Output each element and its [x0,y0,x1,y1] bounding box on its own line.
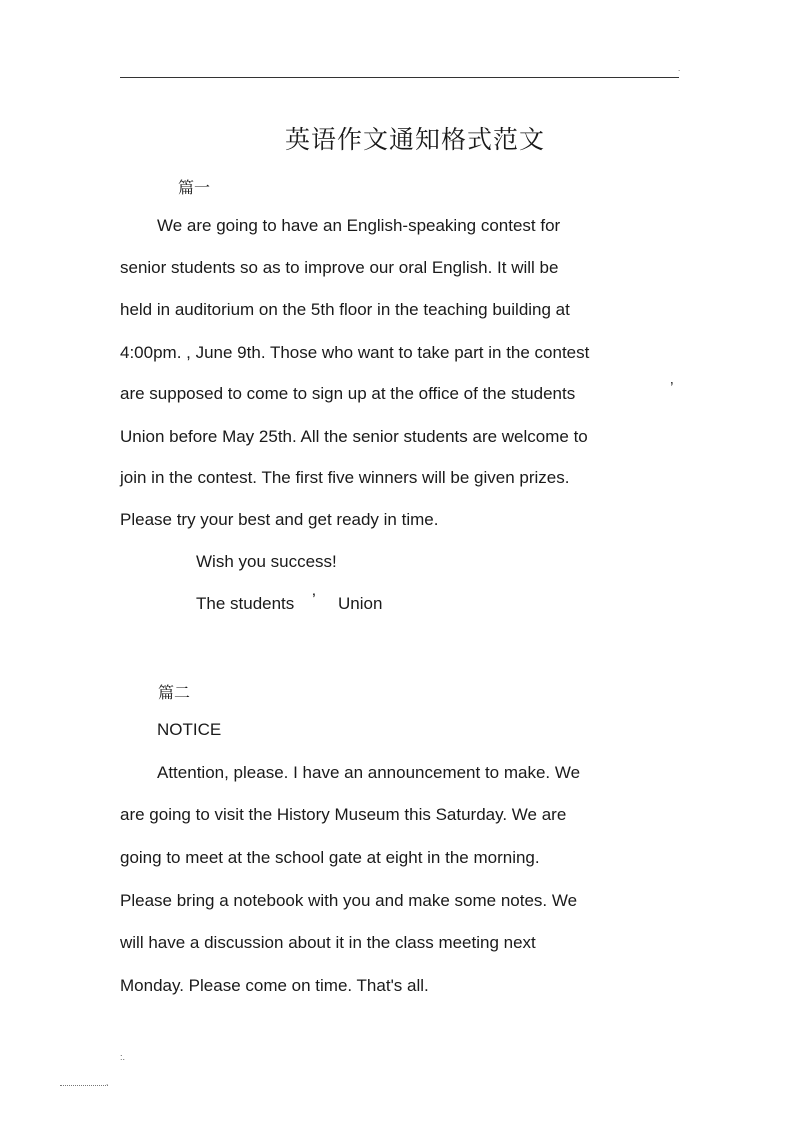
section-1-line: are supposed to come to sign up at the office of the students [120,384,576,403]
closing-line: Wish you success! [196,552,337,571]
header-dot: . [678,64,681,73]
section-1-line: Union before May 25th. All the senior students are welcome to [120,427,588,446]
section-1-line: We are going to have an English-speaking contest for [157,216,561,235]
section-2-line: Monday. Please come on time. That's all. [120,976,429,995]
footer-rule [60,1085,108,1086]
footer-mark: :. [120,1052,126,1062]
section-1-line: Please try your best and get ready in time. [120,510,439,529]
header-rule [120,77,679,78]
section-1-line: 4:00pm. , June 9th. Those who want to take part in the contest [120,343,590,362]
section-2-line: going to meet at the school gate at eight in the morning. [120,848,540,867]
section-1-line: held in auditorium on the 5th floor in the teaching building at [120,300,570,319]
section-2-line: Please bring a notebook with you and make some notes. We [120,891,578,910]
footer-end-dot: . [106,1078,109,1087]
margin-apostrophe-mark: ’ [670,380,674,397]
section-2-line: will have a discussion about it in the class meeting next [120,933,536,952]
section-2-line: are going to visit the History Museum this Saturday. We are [120,805,567,824]
section-1-line: join in the contest. The first five winners will be given prizes. [120,468,570,487]
section-1-line: senior students so as to improve our oral English. It will be [120,258,559,277]
section-2-line: Attention, please. I have an announcement to make. We [157,763,581,782]
signature-students: The students [196,594,295,613]
notice-heading: NOTICE [157,720,222,739]
section-2-label: 篇二 [158,683,191,702]
signature-apostrophe: ’ [312,590,316,609]
document-title: 英语作文通知格式范文 [284,125,545,154]
signature-union: Union [338,594,383,613]
section-1-label: 篇一 [178,178,211,197]
